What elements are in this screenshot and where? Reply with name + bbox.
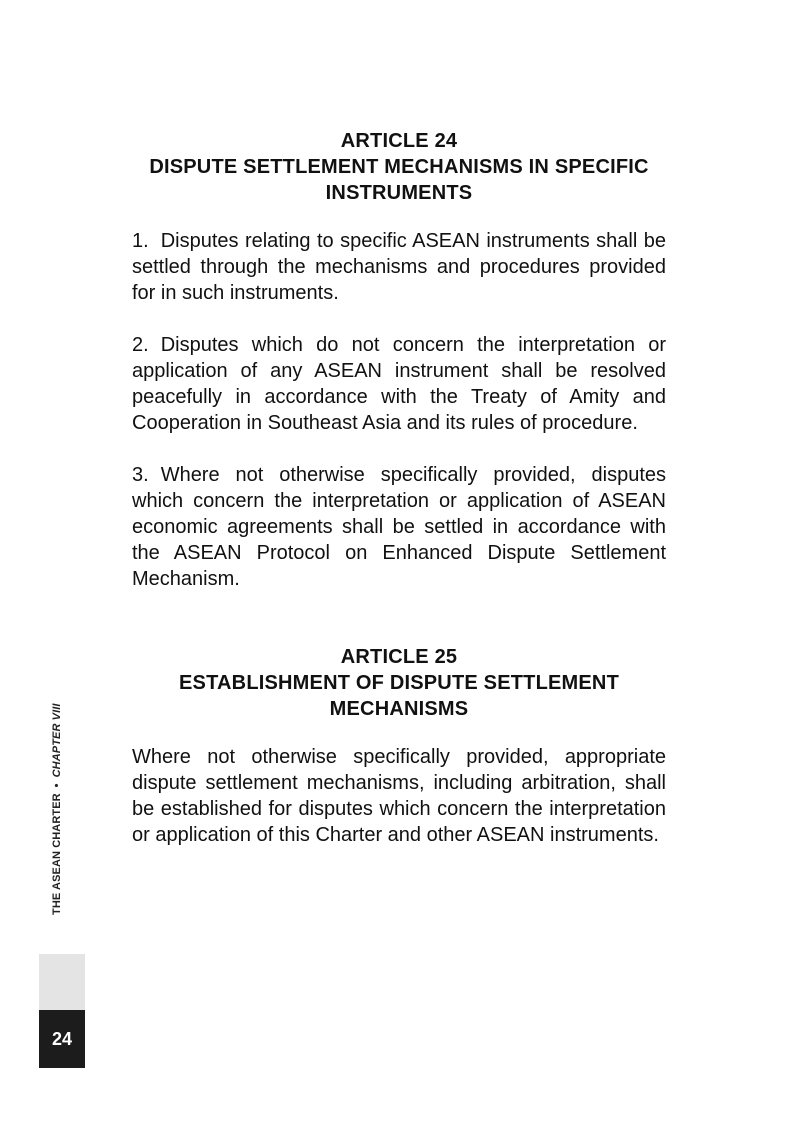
paragraph-number: 3.: [132, 464, 149, 486]
article-24-title-line1: DISPUTE SETTLEMENT MECHANISMS IN SPECIFIC: [149, 156, 649, 178]
running-header-vertical: [51, 703, 63, 915]
article-24-number: ARTICLE 24: [340, 130, 458, 152]
article-24-heading: [132, 128, 666, 206]
bullet-separator: •: [51, 783, 63, 788]
article-25-body: Where not otherwise specifically provided, appropriate dispute settlement mechanisms, including arbitration, shall be established for disputes which concern the interpretation or application of this Charter and other ASEAN instruments.: [132, 746, 666, 846]
page-content: [132, 128, 666, 848]
paragraph-number: 2.: [132, 334, 149, 356]
page-number: 24: [51, 1028, 73, 1049]
thumb-tab-grey: [39, 954, 85, 1010]
article-24-paragraph-2: [132, 332, 666, 436]
article-24-paragraph-3: [132, 462, 666, 592]
article-25-number: ARTICLE 25: [340, 646, 458, 668]
chapter-label: CHAPTER VIII: [51, 703, 63, 778]
article-25-title-line1: ESTABLISHMENT OF DISPUTE SETTLEMENT: [179, 672, 619, 694]
article-25-heading: [132, 644, 666, 722]
page-number-tab: [39, 1010, 85, 1068]
paragraph-text: Disputes which do not concern the interpretation or application of any ASEAN instrument shall be resolved peacefully in accordance with the Treaty of Amity and Cooperation in Southeast Asia and its rules of procedure.: [132, 334, 666, 434]
paragraph-number: 1.: [132, 230, 149, 252]
paragraph-text: Where not otherwise specifically provided, disputes which concern the interpretation or application of ASEAN economic agreements shall be settled in accordance with the ASEAN Protocol on Enhanced Dispute Settlement Mechanism.: [132, 464, 666, 590]
article-24-paragraph-1: [132, 228, 666, 306]
charter-label: THE ASEAN CHARTER: [51, 793, 63, 915]
article-24-title-line2: INSTRUMENTS: [325, 182, 473, 204]
paragraph-text: Disputes relating to specific ASEAN instruments shall be settled through the mechanisms and procedures provided for in such instruments.: [132, 230, 666, 304]
article-25-title-line2: MECHANISMS: [329, 698, 469, 720]
